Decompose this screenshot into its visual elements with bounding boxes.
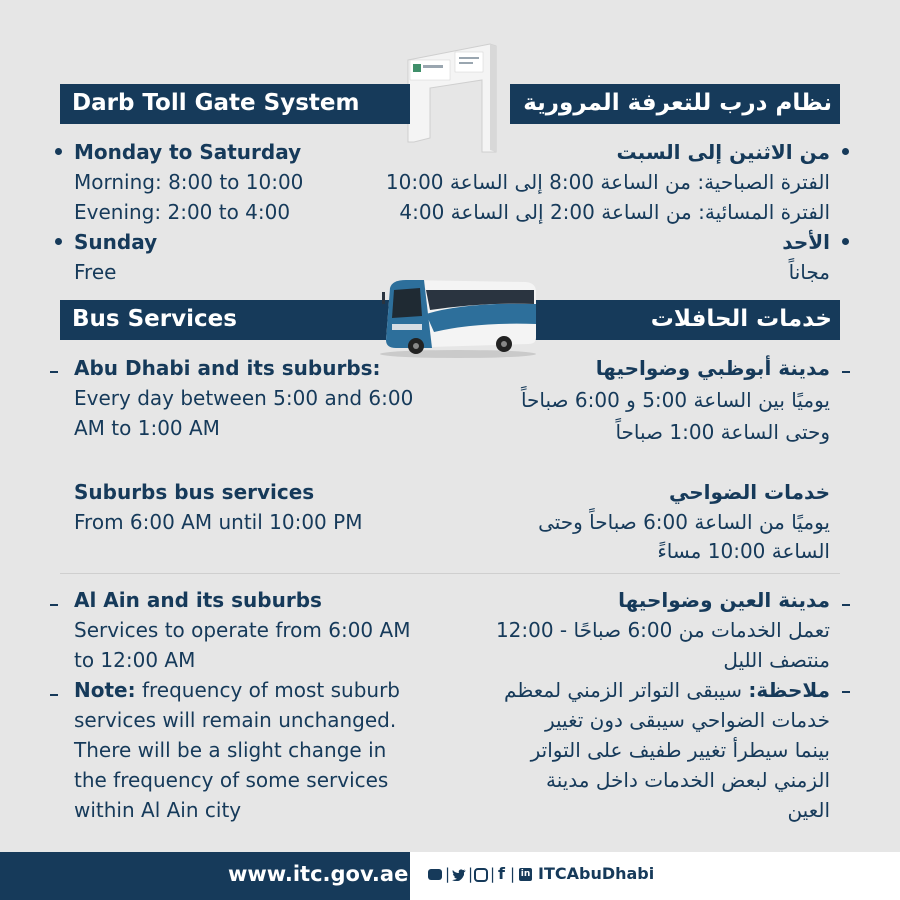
- abu-dhabi-ar: مدينة أبوظبي وضواحيها: [595, 356, 830, 380]
- social-handle[interactable]: ITCAbuDhabi: [538, 864, 655, 883]
- note-line1-en: [74, 675, 400, 705]
- al-ain-line1-ar: تعمل الخدمات من 6:00 صباحًا - 12:00: [495, 618, 830, 642]
- bullet: [842, 148, 849, 155]
- linkedin-icon[interactable]: in: [520, 869, 531, 879]
- free-ar: مجاناً: [788, 260, 830, 284]
- evening-en: Evening: 2:00 to 4:00: [74, 200, 291, 224]
- abu-dhabi-line2-en: AM to 1:00 AM: [74, 416, 220, 440]
- toll-title-ar: نظام درب للتعرفة المرورية: [523, 90, 832, 116]
- note-line5-ar: العين: [787, 798, 830, 822]
- note-label-en: Note:: [74, 678, 136, 702]
- al-ain-line2-ar: منتصف الليل: [723, 648, 830, 672]
- website-link[interactable]: www.itc.gov.ae: [228, 862, 409, 886]
- dash-bullet: [842, 604, 850, 606]
- al-ain-ar: مدينة العين وضواحيها: [618, 588, 830, 612]
- abu-dhabi-line1-en: Every day between 5:00 and 6:00: [74, 386, 414, 410]
- dash-bullet: [842, 691, 850, 693]
- bullet: [55, 238, 62, 245]
- abu-dhabi-en: Abu Dhabi and its suburbs:: [74, 356, 381, 380]
- morning-ar: الفترة الصباحية: من الساعة 8:00 إلى الساعة 10:00: [385, 170, 830, 194]
- note-label-ar: ملاحظة:: [748, 678, 830, 702]
- note-line3-en: There will be a slight change in: [74, 738, 387, 762]
- dash-bullet: [50, 371, 58, 373]
- bullet: [55, 148, 62, 155]
- morning-en: Morning: 8:00 to 10:00: [74, 170, 304, 194]
- al-ain-en: Al Ain and its suburbs: [74, 588, 322, 612]
- note-text-en: frequency of most suburb: [135, 678, 400, 702]
- suburbs-title-en: Suburbs bus services: [74, 480, 315, 504]
- toll-title-en: Darb Toll Gate System: [72, 90, 360, 116]
- note-line4-en: the frequency of some services: [74, 768, 389, 792]
- bus-title-ar: خدمات الحافلات: [650, 306, 832, 332]
- free-en: Free: [74, 260, 117, 284]
- suburbs-line1-ar: يوميًا من الساعة 6:00 صباحاً وحتى: [538, 510, 830, 534]
- al-ain-line2-en: to 12:00 AM: [74, 648, 196, 672]
- separator: |: [468, 865, 474, 883]
- al-ain-line1-en: Services to operate from 6:00 AM: [74, 618, 411, 642]
- instagram-icon[interactable]: [474, 868, 488, 882]
- mon-sat-ar: من الاثنين إلى السبت: [616, 140, 830, 164]
- section-divider: [60, 573, 840, 574]
- youtube-icon[interactable]: [428, 869, 442, 880]
- note-line2-en: services will remain unchanged.: [74, 708, 397, 732]
- note-line4-ar: الزمني لبعض الخدمات داخل مدينة: [545, 768, 830, 792]
- facebook-icon[interactable]: f: [498, 864, 505, 883]
- sunday-ar: الأحد: [782, 230, 830, 254]
- twitter-icon[interactable]: [452, 869, 466, 881]
- separator: |: [490, 865, 496, 883]
- abu-dhabi-line1-ar: يوميًا بين الساعة 5:00 و 6:00 صباحاً: [520, 388, 830, 412]
- suburbs-line2-ar: الساعة 10:00 مساءً: [657, 539, 830, 563]
- bus-illustration: [376, 276, 540, 358]
- bus-title-en: Bus Services: [72, 306, 237, 332]
- evening-ar: الفترة المسائية: من الساعة 2:00 إلى الساعة 4:00: [399, 200, 830, 224]
- note-line3-ar: بينما سيطرأ تغيير طفيف على التواتر: [530, 738, 830, 762]
- separator: |: [445, 865, 451, 883]
- suburbs-title-ar: خدمات الضواحي: [668, 480, 830, 504]
- note-text-ar: سيبقى التواتر الزمني لمعظم: [504, 678, 749, 702]
- note-line1-ar: [504, 675, 830, 705]
- toll-gate-illustration: [400, 42, 510, 154]
- separator: |: [510, 865, 516, 883]
- note-line2-ar: خدمات الضواحي سيبقى دون تغيير: [544, 708, 830, 732]
- dash-bullet: [50, 694, 58, 696]
- mon-sat-en: Monday to Saturday: [74, 140, 302, 164]
- suburbs-line-en: From 6:00 AM until 10:00 PM: [74, 510, 363, 534]
- abu-dhabi-line2-ar: وحتى الساعة 1:00 صباحاً: [615, 420, 830, 444]
- dash-bullet: [842, 371, 850, 373]
- bullet: [842, 238, 849, 245]
- note-line5-en: within Al Ain city: [74, 798, 242, 822]
- dash-bullet: [50, 604, 58, 606]
- sunday-en: Sunday: [74, 230, 158, 254]
